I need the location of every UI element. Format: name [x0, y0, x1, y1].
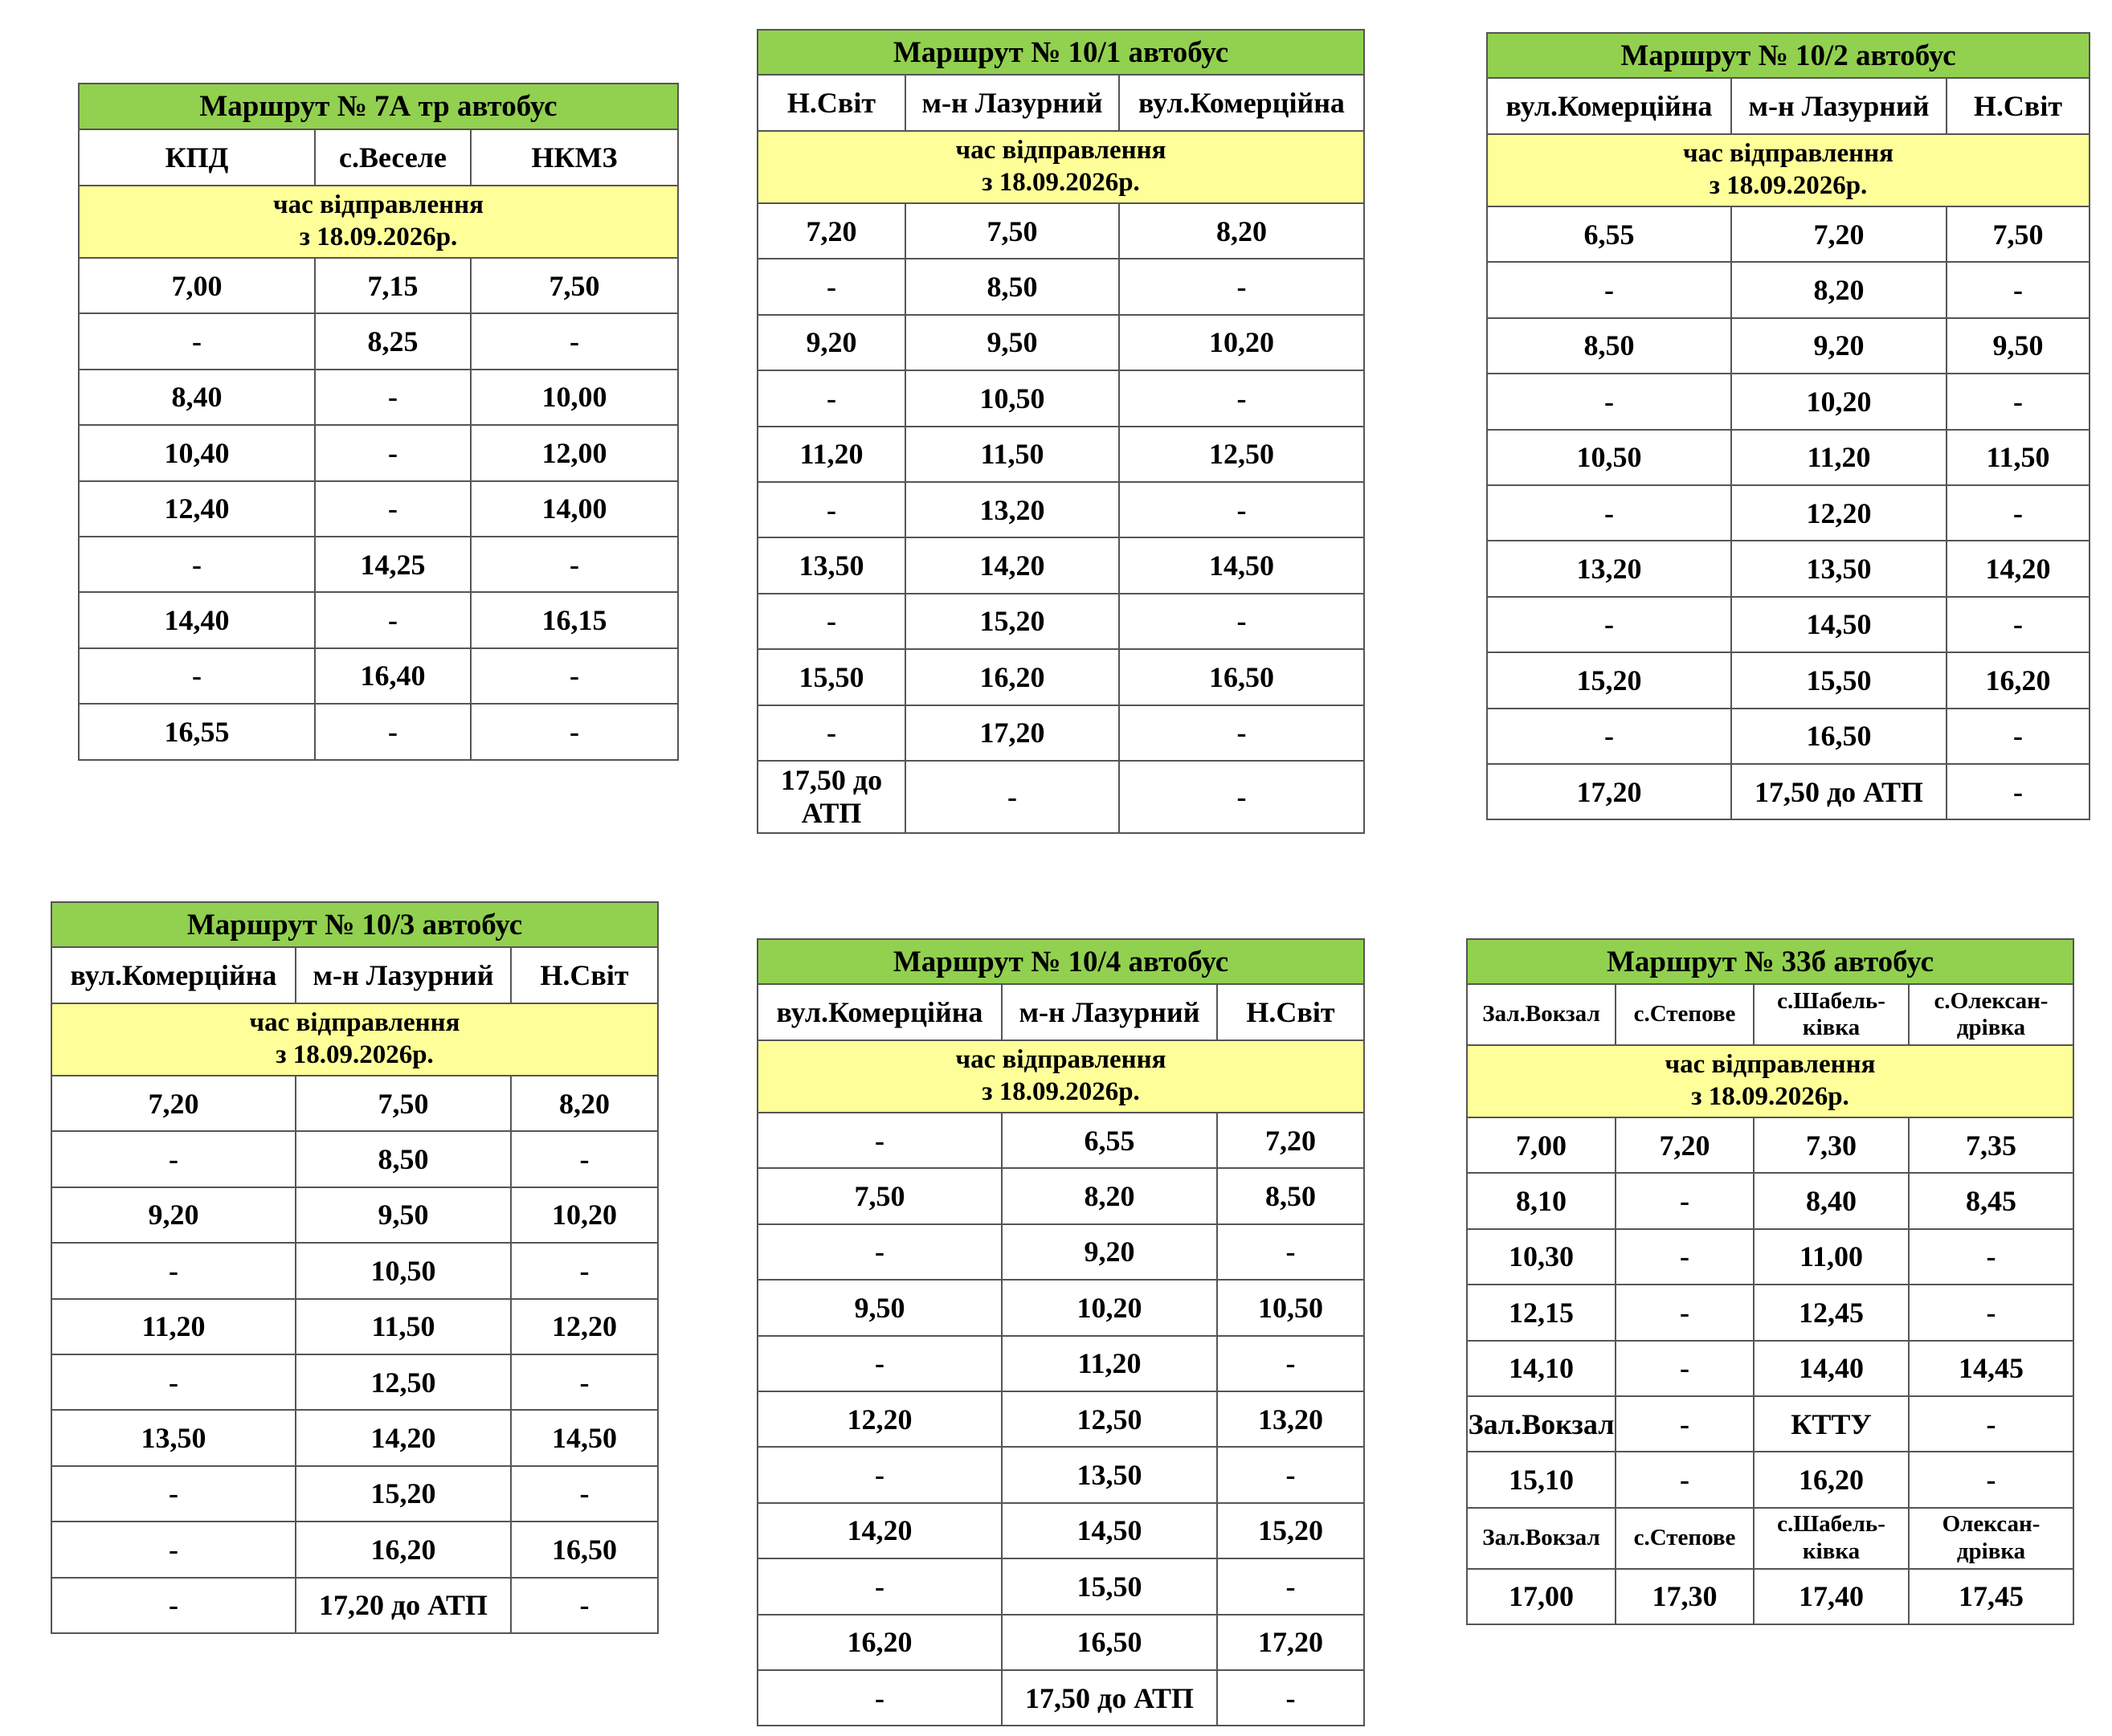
departure-time-cell: 12,00: [471, 425, 678, 480]
timetable-row: [758, 537, 1364, 593]
departure-time-cell: -: [51, 1354, 296, 1410]
timetable-row: [51, 1410, 658, 1465]
departure-time-cell: -: [51, 1466, 296, 1522]
departure-time-cell: 6,55: [1487, 206, 1731, 262]
departure-time-cell: 16,55: [79, 704, 315, 759]
departure-time-cell: 7,20: [1616, 1117, 1754, 1173]
timetable-row: [758, 1113, 1364, 1168]
departure-time-cell: с.Шабель- ківка: [1754, 1508, 1909, 1569]
departure-time-cell: 16,50: [1119, 649, 1364, 705]
departure-time-cell: -: [1947, 374, 2090, 429]
timetable-row: [1487, 262, 2090, 317]
timetable-row: [79, 425, 678, 480]
departure-time-cell: -: [758, 1670, 1002, 1726]
departure-time-cell: 16,20: [758, 1615, 1002, 1670]
departure-time-cell: 7,50: [471, 258, 678, 313]
departure-time-cell: -: [315, 425, 471, 480]
departure-time-cell: 12,50: [1002, 1391, 1217, 1447]
departure-time-cell: -: [758, 370, 905, 426]
departure-time-cell: 10,20: [511, 1187, 658, 1243]
departure-time-cell: 12,20: [1731, 485, 1947, 541]
timetable-row: [51, 1299, 658, 1354]
departure-time-cell: 14,45: [1909, 1341, 2073, 1396]
departure-time-cell: 8,40: [79, 370, 315, 425]
departure-time-cell: -: [905, 761, 1119, 833]
departure-time-cell: -: [1217, 1447, 1364, 1502]
departure-time-cell: -: [1947, 597, 2090, 652]
departure-time-cell: -: [1119, 705, 1364, 761]
stop-header: вул.Комерційна: [51, 947, 296, 1003]
departure-time-caption: час відправлення з 18.09.2026р.: [1487, 134, 2090, 206]
departure-time-cell: 17,50 до АТП: [1731, 764, 1947, 819]
departure-time-cell: 16,50: [511, 1522, 658, 1577]
timetable-row: [1487, 652, 2090, 708]
departure-time-cell: 7,20: [51, 1076, 296, 1131]
departure-time-cell: 14,40: [1754, 1341, 1909, 1396]
departure-time-cell: -: [511, 1354, 658, 1410]
departure-time-cell: -: [315, 481, 471, 537]
departure-time-cell: 13,50: [51, 1410, 296, 1465]
timetable-row: [79, 370, 678, 425]
departure-time-cell: -: [1909, 1396, 2073, 1452]
departure-time-cell: 17,00: [1467, 1569, 1616, 1624]
departure-time-cell: КТТУ: [1754, 1396, 1909, 1452]
timetable-row: [1467, 1341, 2073, 1396]
departure-time-cell: -: [758, 705, 905, 761]
stop-header: Зал.Вокзал: [1467, 984, 1616, 1045]
departure-time-cell: 10,50: [1217, 1280, 1364, 1335]
departure-time-cell: -: [758, 594, 905, 649]
departure-time-cell: 11,20: [1731, 430, 1947, 485]
departure-time-cell: 7,20: [758, 203, 905, 259]
timetable-row: [1467, 1569, 2073, 1624]
departure-time-cell: -: [758, 1447, 1002, 1502]
timetable-row: [51, 1187, 658, 1243]
departure-time-cell: -: [758, 1113, 1002, 1168]
departure-time-cell: -: [758, 1336, 1002, 1391]
departure-time-cell: 12,50: [296, 1354, 511, 1410]
departure-time-cell: -: [511, 1466, 658, 1522]
departure-time-cell: 15,20: [296, 1466, 511, 1522]
stop-header: НКМЗ: [471, 129, 678, 186]
departure-time-cell: -: [511, 1578, 658, 1633]
departure-time-cell: 10,20: [1002, 1280, 1217, 1335]
departure-time-cell: -: [1616, 1229, 1754, 1285]
departure-time-cell: 15,50: [758, 649, 905, 705]
stop-header: Н.Світ: [758, 75, 905, 131]
route-title: Маршрут № 7А тр автобус: [79, 84, 678, 129]
departure-time-cell: 7,50: [296, 1076, 511, 1131]
timetable-row: [758, 370, 1364, 426]
departure-time-cell: 17,40: [1754, 1569, 1909, 1624]
stop-header: Н.Світ: [1217, 984, 1364, 1040]
timetable-row: [1487, 597, 2090, 652]
departure-time-cell: 7,20: [1731, 206, 1947, 262]
departure-time-cell: 17,45: [1909, 1569, 2073, 1624]
departure-time-cell: 10,50: [1487, 430, 1731, 485]
departure-time-cell: 14,10: [1467, 1341, 1616, 1396]
stop-header: м-н Лазурний: [905, 75, 1119, 131]
departure-time-cell: -: [1616, 1452, 1754, 1507]
departure-time-cell: 13,50: [1731, 541, 1947, 596]
timetable-row: [79, 313, 678, 369]
departure-time-cell: -: [1487, 597, 1731, 652]
departure-time-cell: 17,50 до АТП: [758, 761, 905, 833]
departure-time-cell: -: [1616, 1396, 1754, 1452]
departure-time-cell: 10,00: [471, 370, 678, 425]
departure-time-cell: 17,20: [1217, 1615, 1364, 1670]
departure-time-cell: 12,45: [1754, 1285, 1909, 1340]
timetable-row: [79, 592, 678, 647]
departure-time-cell: 9,20: [1731, 318, 1947, 374]
route-title: Маршрут № 33б автобус: [1467, 939, 2073, 984]
departure-time-cell: 7,00: [1467, 1117, 1616, 1173]
timetable-row: [1467, 1173, 2073, 1228]
timetable-row: [1467, 1285, 2073, 1340]
departure-time-cell: 17,20: [905, 705, 1119, 761]
departure-time-cell: 12,20: [758, 1391, 1002, 1447]
timetable-row: [51, 1131, 658, 1187]
departure-time-cell: -: [315, 592, 471, 647]
timetable-row: [1487, 764, 2090, 819]
departure-time-cell: -: [1217, 1558, 1364, 1614]
departure-time-cell: -: [1119, 594, 1364, 649]
route-10-3-timetable: [51, 901, 659, 1634]
departure-time-cell: 9,50: [1947, 318, 2090, 374]
departure-time-cell: 17,20 до АТП: [296, 1578, 511, 1633]
timetable-row: [51, 1076, 658, 1131]
departure-time-cell: -: [1947, 764, 2090, 819]
departure-time-cell: -: [1947, 262, 2090, 317]
timetable-row: [758, 649, 1364, 705]
departure-time-cell: 15,20: [905, 594, 1119, 649]
departure-time-cell: -: [1487, 262, 1731, 317]
departure-time-cell: 15,10: [1467, 1452, 1616, 1507]
timetable-row: [758, 482, 1364, 537]
departure-time-cell: 10,50: [296, 1243, 511, 1298]
departure-time-cell: 7,50: [1947, 206, 2090, 262]
route-10-2-timetable: [1486, 32, 2090, 820]
timetable-row: [51, 1354, 658, 1410]
departure-time-cell: 16,15: [471, 592, 678, 647]
departure-time-cell: -: [471, 648, 678, 704]
stop-header: м-н Лазурний: [296, 947, 511, 1003]
departure-time-cell: 10,20: [1731, 374, 1947, 429]
departure-time-cell: 17,30: [1616, 1569, 1754, 1624]
stop-header: с.Степове: [1616, 984, 1754, 1045]
departure-time-cell: 14,40: [79, 592, 315, 647]
route-33b-timetable: [1466, 938, 2074, 1625]
departure-time-cell: с.Степове: [1616, 1508, 1754, 1569]
departure-time-cell: 17,20: [1487, 764, 1731, 819]
departure-time-cell: -: [471, 704, 678, 759]
timetable-row: [758, 594, 1364, 649]
departure-time-cell: 13,50: [758, 537, 905, 593]
timetable-row: [1487, 430, 2090, 485]
timetable-row: [758, 1447, 1364, 1502]
departure-time-cell: -: [51, 1243, 296, 1298]
departure-time-cell: 9,50: [905, 315, 1119, 370]
departure-time-cell: -: [315, 370, 471, 425]
departure-time-cell: 8,20: [1002, 1168, 1217, 1223]
stop-header: м-н Лазурний: [1731, 78, 1947, 134]
departure-time-cell: 6,55: [1002, 1113, 1217, 1168]
departure-time-cell: 14,50: [1002, 1503, 1217, 1558]
departure-time-cell: -: [1119, 370, 1364, 426]
departure-time-caption: час відправлення з 18.09.2026р.: [51, 1003, 658, 1076]
timetable-row: [1467, 1396, 2073, 1452]
stop-header: Н.Світ: [511, 947, 658, 1003]
route-title: Маршрут № 10/2 автобус: [1487, 33, 2090, 78]
departure-time-cell: -: [1947, 709, 2090, 764]
departure-time-cell: 16,20: [1947, 652, 2090, 708]
timetable-row: [758, 1670, 1364, 1726]
departure-time-cell: -: [51, 1131, 296, 1187]
timetable-row: [758, 1558, 1364, 1614]
stop-header: с.Шабель- ківка: [1754, 984, 1909, 1045]
departure-time-cell: 14,50: [1119, 537, 1364, 593]
departure-time-cell: 9,20: [51, 1187, 296, 1243]
timetable-row: [1487, 485, 2090, 541]
departure-time-cell: -: [1217, 1670, 1364, 1726]
departure-time-cell: 14,50: [511, 1410, 658, 1465]
timetable-row: [51, 1243, 658, 1298]
timetable-row: [758, 315, 1364, 370]
timetable-row: [758, 427, 1364, 482]
timetable-row: [758, 259, 1364, 314]
departure-time-cell: -: [51, 1522, 296, 1577]
departure-time-cell: 13,20: [1487, 541, 1731, 596]
stop-header: Н.Світ: [1947, 78, 2090, 134]
timetable-row: [79, 704, 678, 759]
departure-time-cell: 11,50: [1947, 430, 2090, 485]
departure-time-cell: 12,50: [1119, 427, 1364, 482]
departure-time-cell: 9,50: [758, 1280, 1002, 1335]
departure-time-cell: 7,00: [79, 258, 315, 313]
departure-time-cell: 7,20: [1217, 1113, 1364, 1168]
route-title: Маршрут № 10/1 автобус: [758, 30, 1364, 75]
departure-time-cell: 17,50 до АТП: [1002, 1670, 1217, 1726]
departure-time-cell: 9,20: [1002, 1224, 1217, 1280]
timetable-row: [51, 1466, 658, 1522]
departure-time-cell: 15,20: [1217, 1503, 1364, 1558]
stop-header: вул.Комерційна: [1119, 75, 1364, 131]
route-title: Маршрут № 10/3 автобус: [51, 902, 658, 947]
departure-time-cell: Олексан- дрівка: [1909, 1508, 2073, 1569]
timetable-row: [758, 1615, 1364, 1670]
timetable-row: [758, 1280, 1364, 1335]
stop-header: КПД: [79, 129, 315, 186]
timetable-row: [79, 648, 678, 704]
departure-time-cell: 14,50: [1731, 597, 1947, 652]
departure-time-cell: 16,50: [1731, 709, 1947, 764]
departure-time-cell: 12,20: [511, 1299, 658, 1354]
departure-time-cell: 9,20: [758, 315, 905, 370]
departure-time-cell: 8,45: [1909, 1173, 2073, 1228]
departure-time-cell: -: [1487, 374, 1731, 429]
stop-header: с.Олексан- дрівка: [1909, 984, 2073, 1045]
departure-time-cell: Зал.Вокзал: [1467, 1508, 1616, 1569]
departure-time-cell: 15,50: [1731, 652, 1947, 708]
departure-time-cell: 14,00: [471, 481, 678, 537]
departure-time-cell: -: [1217, 1224, 1364, 1280]
departure-time-cell: 14,20: [905, 537, 1119, 593]
departure-time-cell: 8,50: [1217, 1168, 1364, 1223]
departure-time-cell: -: [511, 1131, 658, 1187]
departure-time-cell: 7,15: [315, 258, 471, 313]
departure-time-cell: 16,20: [1754, 1452, 1909, 1507]
departure-time-cell: -: [51, 1578, 296, 1633]
departure-time-cell: 10,50: [905, 370, 1119, 426]
departure-time-cell: 8,25: [315, 313, 471, 369]
departure-time-cell: -: [1909, 1285, 2073, 1340]
departure-time-caption: час відправлення з 18.09.2026р.: [758, 1040, 1364, 1113]
departure-time-cell: -: [758, 1558, 1002, 1614]
departure-time-cell: 14,20: [1947, 541, 2090, 596]
departure-time-cell: 13,20: [1217, 1391, 1364, 1447]
departure-time-cell: -: [1616, 1173, 1754, 1228]
departure-time-cell: 7,35: [1909, 1117, 2073, 1173]
departure-time-cell: 11,00: [1754, 1229, 1909, 1285]
departure-time-cell: -: [758, 482, 905, 537]
timetable-row: [1467, 1508, 2073, 1569]
departure-time-cell: -: [1487, 709, 1731, 764]
timetable-row: [79, 537, 678, 592]
departure-time-cell: -: [315, 704, 471, 759]
departure-time-cell: -: [1119, 482, 1364, 537]
departure-time-caption: час відправлення з 18.09.2026р.: [79, 186, 678, 258]
departure-time-caption: час відправлення з 18.09.2026р.: [758, 131, 1364, 203]
departure-time-cell: -: [1487, 485, 1731, 541]
departure-time-cell: -: [1947, 485, 2090, 541]
departure-time-cell: Зал.Вокзал: [1467, 1396, 1616, 1452]
departure-time-cell: 10,40: [79, 425, 315, 480]
departure-time-cell: -: [1616, 1285, 1754, 1340]
departure-time-cell: 8,20: [1119, 203, 1364, 259]
departure-time-cell: 9,50: [296, 1187, 511, 1243]
timetable-row: [51, 1522, 658, 1577]
timetable-row: [758, 761, 1364, 833]
route-title: Маршрут № 10/4 автобус: [758, 939, 1364, 984]
departure-time-cell: 16,40: [315, 648, 471, 704]
timetable-row: [79, 481, 678, 537]
timetable-row: [1467, 1117, 2073, 1173]
departure-time-cell: 10,30: [1467, 1229, 1616, 1285]
departure-time-cell: 14,20: [758, 1503, 1002, 1558]
departure-time-cell: 7,30: [1754, 1117, 1909, 1173]
departure-time-cell: 11,20: [51, 1299, 296, 1354]
departure-time-cell: 8,20: [1731, 262, 1947, 317]
timetable-row: [1487, 318, 2090, 374]
route-10-4-timetable: [757, 938, 1365, 1726]
stop-header: вул.Комерційна: [758, 984, 1002, 1040]
departure-time-cell: 8,10: [1467, 1173, 1616, 1228]
timetable-row: [758, 1224, 1364, 1280]
departure-time-cell: -: [471, 313, 678, 369]
departure-time-cell: 12,15: [1467, 1285, 1616, 1340]
departure-time-cell: 7,50: [905, 203, 1119, 259]
timetable-row: [758, 1503, 1364, 1558]
timetable-row: [758, 1391, 1364, 1447]
departure-time-cell: 16,20: [296, 1522, 511, 1577]
departure-time-cell: -: [79, 648, 315, 704]
departure-time-cell: -: [511, 1243, 658, 1298]
departure-time-cell: -: [1119, 259, 1364, 314]
stop-header: м-н Лазурний: [1002, 984, 1217, 1040]
departure-time-cell: 15,20: [1487, 652, 1731, 708]
stop-header: с.Веселе: [315, 129, 471, 186]
timetable-row: [79, 258, 678, 313]
departure-time-cell: 11,20: [758, 427, 905, 482]
timetable-row: [758, 705, 1364, 761]
departure-time-cell: -: [471, 537, 678, 592]
departure-time-cell: -: [758, 259, 905, 314]
departure-time-cell: -: [79, 313, 315, 369]
departure-time-caption: час відправлення з 18.09.2026р.: [1467, 1045, 2073, 1117]
timetable-row: [1487, 709, 2090, 764]
timetable-row: [1487, 374, 2090, 429]
departure-time-cell: -: [1217, 1336, 1364, 1391]
timetable-row: [758, 203, 1364, 259]
departure-time-cell: 16,50: [1002, 1615, 1217, 1670]
departure-time-cell: 11,50: [296, 1299, 511, 1354]
departure-time-cell: 8,20: [511, 1076, 658, 1131]
timetable-row: [758, 1336, 1364, 1391]
route-10-1-timetable: [757, 29, 1365, 834]
departure-time-cell: 11,20: [1002, 1336, 1217, 1391]
departure-time-cell: 16,20: [905, 649, 1119, 705]
departure-time-cell: 11,50: [905, 427, 1119, 482]
departure-time-cell: 14,20: [296, 1410, 511, 1465]
departure-time-cell: 14,25: [315, 537, 471, 592]
timetable-row: [1487, 541, 2090, 596]
departure-time-cell: 12,40: [79, 481, 315, 537]
timetable-row: [1487, 206, 2090, 262]
departure-time-cell: 13,50: [1002, 1447, 1217, 1502]
timetable-row: [51, 1578, 658, 1633]
departure-time-cell: -: [1616, 1341, 1754, 1396]
departure-time-cell: 8,50: [1487, 318, 1731, 374]
departure-time-cell: 13,20: [905, 482, 1119, 537]
departure-time-cell: -: [1909, 1229, 2073, 1285]
route-7a-timetable: [78, 83, 679, 761]
timetable-row: [1467, 1452, 2073, 1507]
departure-time-cell: 8,50: [905, 259, 1119, 314]
departure-time-cell: 8,40: [1754, 1173, 1909, 1228]
departure-time-cell: 8,50: [296, 1131, 511, 1187]
stop-header: вул.Комерційна: [1487, 78, 1731, 134]
timetable-row: [1467, 1229, 2073, 1285]
departure-time-cell: -: [79, 537, 315, 592]
departure-time-cell: -: [758, 1224, 1002, 1280]
departure-time-cell: -: [1909, 1452, 2073, 1507]
departure-time-cell: 7,50: [758, 1168, 1002, 1223]
departure-time-cell: -: [1119, 761, 1364, 833]
departure-time-cell: 10,20: [1119, 315, 1364, 370]
departure-time-cell: 15,50: [1002, 1558, 1217, 1614]
timetable-row: [758, 1168, 1364, 1223]
